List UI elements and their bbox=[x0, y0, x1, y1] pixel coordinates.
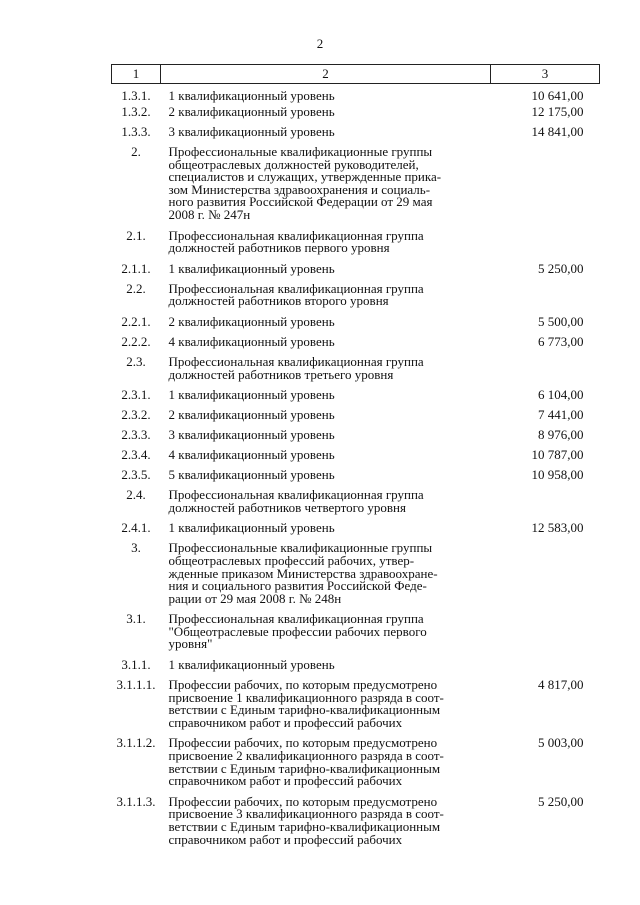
table-row bbox=[112, 611, 600, 657]
row-value: 5 250,00 bbox=[538, 260, 584, 276]
row-description bbox=[161, 281, 491, 314]
row-description bbox=[161, 427, 491, 447]
description-line: должностей работников второго уровня bbox=[168, 293, 389, 309]
table-body bbox=[112, 84, 600, 853]
row-value bbox=[491, 487, 600, 520]
row-number: 1.3.1. bbox=[121, 88, 151, 103]
description-line: Профессиональные квалификационные группы bbox=[168, 144, 433, 159]
row-value: 12 583,00 bbox=[531, 520, 584, 536]
table-row bbox=[112, 794, 600, 852]
description-line: жденные приказом Министерства здравоохране- bbox=[168, 565, 438, 581]
row-description bbox=[161, 314, 491, 334]
table-row bbox=[112, 314, 600, 334]
table-row bbox=[112, 84, 600, 105]
tariff-table bbox=[111, 64, 600, 852]
table-row bbox=[112, 261, 600, 281]
description-line: ветствии с Единым тарифно-квалификационным bbox=[168, 760, 441, 776]
description-line: должностей работников третьего уровня bbox=[168, 366, 394, 382]
row-number: 2.1.1. bbox=[121, 260, 151, 276]
table-row bbox=[112, 487, 600, 520]
description-line: 4 квалификационный уровень bbox=[168, 447, 335, 463]
row-number: 1.3.3. bbox=[121, 124, 151, 139]
description-line: Профессиональная квалификационная группа bbox=[168, 227, 424, 243]
description-line: должностей работников четвертого уровня bbox=[168, 499, 406, 515]
description-line: Профессии рабочих, по которым предусмотрено bbox=[168, 793, 438, 809]
description-line: "Общеотраслевые профессии рабочих первого bbox=[168, 623, 427, 639]
table-row bbox=[112, 467, 600, 487]
row-value: 10 958,00 bbox=[531, 467, 584, 483]
description-line: 1 квалификационный уровень bbox=[168, 387, 335, 403]
row-number: 2.3.5. bbox=[121, 467, 151, 483]
description-line: справочником работ и профессий рабочих bbox=[168, 714, 403, 730]
row-description bbox=[161, 354, 491, 387]
row-value: 7 441,00 bbox=[538, 407, 584, 423]
table-row bbox=[112, 657, 600, 677]
description-line: присвоение 2 квалификационного разряда в соот- bbox=[168, 748, 444, 764]
row-number: 1.3.2. bbox=[121, 104, 151, 119]
description-line: Профессии рабочих, по которым предусмотрено bbox=[168, 677, 438, 693]
row-description bbox=[161, 407, 491, 427]
description-line: 2008 г. № 247н bbox=[168, 206, 251, 222]
row-description bbox=[161, 794, 491, 852]
description-line: справочником работ и профессий рабочих bbox=[168, 831, 403, 847]
description-line: присвоение 1 квалификационного разряда в соот- bbox=[168, 689, 444, 705]
row-value: 10 641,00 bbox=[531, 88, 584, 103]
description-line: ния и социального развития Российской Феде- bbox=[168, 578, 427, 594]
table-row bbox=[112, 281, 600, 314]
description-line: Профессиональные квалификационные группы bbox=[168, 540, 433, 556]
row-number: 3.1.1.1. bbox=[116, 677, 156, 693]
row-number: 2.3.2. bbox=[121, 407, 151, 423]
table-row bbox=[112, 677, 600, 735]
row-value: 5 003,00 bbox=[538, 735, 584, 751]
row-number: 2.2.2. bbox=[121, 333, 151, 349]
description-line: специалистов и служащих, утвержденные прика- bbox=[168, 169, 442, 185]
row-description bbox=[161, 467, 491, 487]
row-value bbox=[491, 281, 600, 314]
description-line: уровня" bbox=[168, 636, 213, 652]
row-number: 2.3.4. bbox=[121, 447, 151, 463]
row-description bbox=[161, 334, 491, 354]
row-number: 2.3.3. bbox=[121, 427, 151, 443]
page-number: 2 bbox=[316, 36, 324, 51]
row-description bbox=[161, 677, 491, 735]
row-number: 3.1. bbox=[126, 611, 146, 627]
row-description bbox=[161, 447, 491, 467]
row-description bbox=[161, 487, 491, 520]
column-header-3: 3 bbox=[491, 65, 600, 84]
description-line: Профессиональная квалификационная группа bbox=[168, 353, 424, 369]
table-row bbox=[112, 540, 600, 611]
row-description bbox=[161, 387, 491, 407]
row-number: 2. bbox=[131, 144, 141, 159]
row-number: 2.2.1. bbox=[121, 313, 151, 329]
row-description bbox=[161, 261, 491, 281]
row-description bbox=[161, 228, 491, 261]
column-header-1: 1 bbox=[112, 65, 161, 84]
table-row bbox=[112, 104, 600, 124]
row-description bbox=[161, 611, 491, 657]
description-line: ного развития Российской Федерации от 29 мая bbox=[168, 194, 433, 210]
row-value: 10 787,00 bbox=[531, 447, 584, 463]
table-row bbox=[112, 354, 600, 387]
row-description bbox=[161, 735, 491, 793]
row-description bbox=[161, 124, 491, 144]
description-line: Профессиональная квалификационная группа bbox=[168, 611, 424, 627]
table-row bbox=[112, 447, 600, 467]
description-line: справочником работ и профессий рабочих bbox=[168, 773, 403, 789]
description-line: присвоение 3 квалификационного разряда в соот- bbox=[168, 806, 444, 822]
description-line: должностей работников первого уровня bbox=[168, 240, 390, 256]
table-row bbox=[112, 387, 600, 407]
row-value bbox=[491, 657, 600, 677]
row-value: 5 250,00 bbox=[538, 793, 584, 809]
row-description bbox=[161, 540, 491, 611]
description-line: 2 квалификационный уровень bbox=[168, 313, 335, 329]
description-line: рации от 29 мая 2008 г. № 248н bbox=[168, 590, 342, 606]
row-value: 5 500,00 bbox=[538, 313, 584, 329]
table-row bbox=[112, 124, 600, 144]
row-number: 2.4.1. bbox=[121, 520, 151, 536]
row-number: 2.2. bbox=[126, 280, 146, 296]
row-description bbox=[161, 144, 491, 228]
row-value: 14 841,00 bbox=[531, 124, 584, 139]
row-number: 3. bbox=[131, 540, 141, 556]
row-number: 2.3.1. bbox=[121, 387, 151, 403]
description-line: 1 квалификационный уровень bbox=[168, 657, 335, 673]
table-row bbox=[112, 427, 600, 447]
row-number: 3.1.1. bbox=[121, 657, 151, 673]
description-line: 1 квалификационный уровень bbox=[168, 88, 335, 103]
description-line: 1 квалификационный уровень bbox=[168, 520, 335, 536]
description-line: зом Министерства здравоохранения и социаль- bbox=[168, 181, 431, 197]
description-line: 1 квалификационный уровень bbox=[168, 260, 335, 276]
row-value: 4 817,00 bbox=[538, 677, 584, 693]
description-line: 2 квалификационный уровень bbox=[168, 407, 335, 423]
column-header-2: 2 bbox=[161, 65, 491, 84]
row-value bbox=[491, 354, 600, 387]
row-value bbox=[491, 144, 600, 228]
row-number: 3.1.1.2. bbox=[116, 735, 156, 751]
row-description bbox=[161, 104, 491, 124]
table-header bbox=[112, 65, 600, 84]
table-row bbox=[112, 407, 600, 427]
row-value bbox=[491, 540, 600, 611]
table-row bbox=[112, 520, 600, 540]
description-line: ветствии с Единым тарифно-квалификационным bbox=[168, 819, 441, 834]
row-number: 2.1. bbox=[126, 227, 146, 243]
description-line: общеотраслевых должностей руководителей, bbox=[168, 156, 419, 172]
description-line: Профессиональная квалификационная группа bbox=[168, 280, 424, 296]
description-line: общеотраслевых профессий рабочих, утвер- bbox=[168, 552, 415, 568]
description-line: Профессиональная квалификационная группа bbox=[168, 487, 424, 503]
row-value: 12 175,00 bbox=[531, 104, 584, 119]
table-row bbox=[112, 735, 600, 793]
description-line: 2 квалификационный уровень bbox=[168, 104, 335, 119]
table-row bbox=[112, 228, 600, 261]
row-description bbox=[161, 657, 491, 677]
row-value bbox=[491, 611, 600, 657]
description-line: 5 квалификационный уровень bbox=[168, 467, 335, 483]
row-value: 8 976,00 bbox=[538, 427, 584, 443]
row-description bbox=[161, 84, 491, 105]
description-line: Профессии рабочих, по которым предусмотрено bbox=[168, 735, 438, 751]
description-line: 3 квалификационный уровень bbox=[168, 124, 335, 139]
description-line: ветствии с Единым тарифно-квалификационным bbox=[168, 702, 441, 718]
row-value: 6 773,00 bbox=[538, 333, 584, 349]
description-line: 4 квалификационный уровень bbox=[168, 333, 335, 349]
row-description bbox=[161, 520, 491, 540]
description-line: 3 квалификационный уровень bbox=[168, 427, 335, 443]
row-value: 6 104,00 bbox=[538, 387, 584, 403]
table-row bbox=[112, 334, 600, 354]
row-number: 2.3. bbox=[126, 353, 146, 369]
table-row bbox=[112, 144, 600, 228]
row-number: 3.1.1.3. bbox=[116, 793, 156, 809]
row-value bbox=[491, 228, 600, 261]
row-number: 2.4. bbox=[126, 487, 146, 503]
